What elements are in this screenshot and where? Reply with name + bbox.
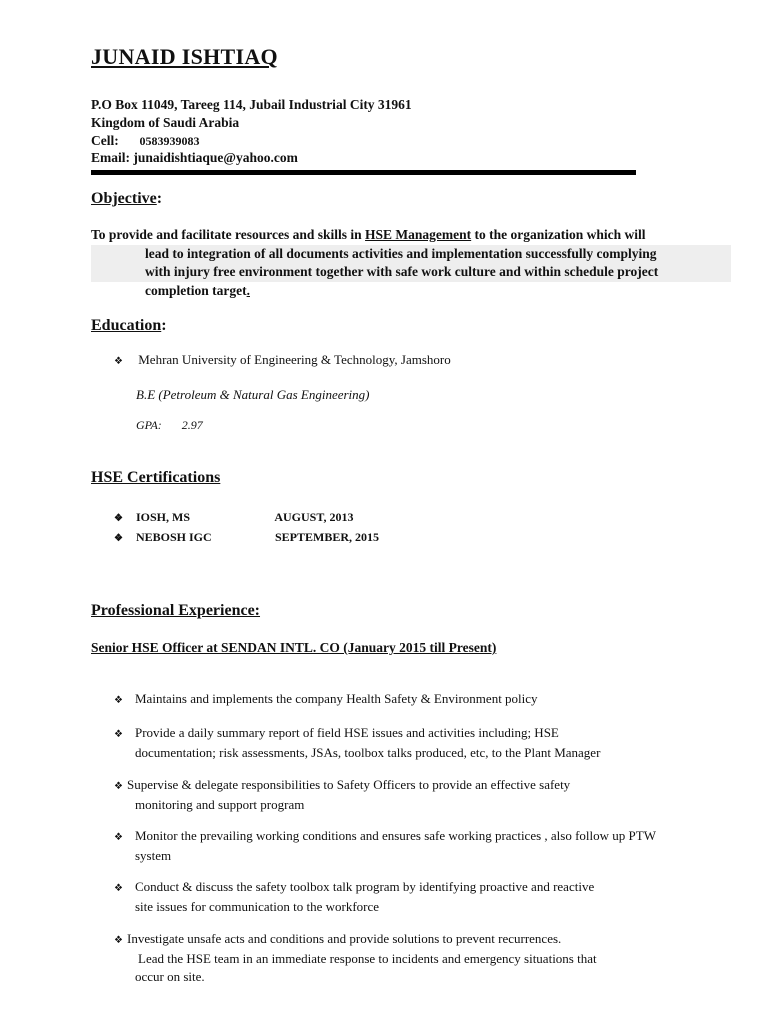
degree: B.E (Petroleum & Natural Gas Engineering) [136,387,370,402]
certifications-heading [91,469,220,487]
candidate-name: JUNAID ISHTIAQ [91,44,278,69]
email-line: Email: junaidishtiaque@yahoo.com [91,150,298,165]
diamond-bullet-icon: ❖ [114,729,123,740]
experience-heading-text: Professional Experience: [91,602,261,619]
diamond-bullet-icon: ❖ [114,883,123,894]
duty-item [114,776,570,814]
objective-line-1-pre: To provide and facilitate resources and skills in [91,227,366,242]
certification-date: AUGUST, 2013 [274,510,354,524]
diamond-bullet-icon: ❖ [114,513,123,524]
experience-heading [91,602,260,620]
objective-line-2: lead to integration of all documents activities and implementation successfully complying [91,245,731,264]
certifications-heading-text: HSE Certifications [91,469,221,486]
objective-line-4-dot: . [246,282,250,298]
cell-line [91,133,200,149]
diamond-bullet-icon: ❖ [114,935,123,946]
education-item [114,352,451,368]
address-line: P.O Box 11049, Tareeg 114, Jubail Industrial City 31961 [91,97,412,112]
cell-label: Cell: [91,133,119,148]
duty-line: Supervise & delegate responsibilities to Safety Officers to provide an effective safety [127,777,571,792]
header-divider [91,170,636,175]
certification-name: NEBOSH IGC [136,530,212,544]
duty-line: Investigate unsafe acts and conditions and provide solutions to prevent recurrences. [127,931,562,946]
education-heading-colon: : [161,317,167,334]
diamond-bullet-icon: ❖ [114,356,123,367]
gpa-line [136,418,203,433]
diamond-bullet-icon: ❖ [114,781,123,792]
certification-date: SEPTEMBER, 2015 [275,530,380,544]
duty-line: Maintains and implements the company Health Safety & Environment policy [135,691,538,706]
duty-line: Provide a daily summary report of field HSE issues and activities including; HSE [135,725,559,740]
duty-line: documentation; risk assessments, JSAs, toolbox talks produced, etc, to the Plant Manager [135,745,601,760]
country-line: Kingdom of Saudi Arabia [91,115,240,130]
duty-item [114,724,600,762]
university-name: Mehran University of Engineering & Technology, Jamshoro [138,352,451,367]
objective-line-1 [91,226,731,245]
education-heading-text: Education [91,317,162,334]
duty-line: occur on site. [135,969,205,984]
position-title: Senior HSE Officer at SENDAN INTL. CO (January 2015 till Present) [91,640,497,655]
duty-line: site issues for communication to the workforce [135,899,380,914]
duty-item [114,827,656,865]
education-heading [91,317,167,335]
objective-line-3: with injury free environment together with safe work culture and within schedule project [91,263,731,282]
objective-line-1-post: to the organization which will [471,227,646,242]
duty-line: Lead the HSE team in an immediate response to incidents and emergency situations that [138,951,597,966]
certification-name: IOSH, MS [136,510,191,524]
diamond-bullet-icon: ❖ [114,695,123,706]
gpa-label: GPA: [136,418,162,432]
duty-line: system [135,848,172,863]
objective-text [91,226,731,300]
diamond-bullet-icon: ❖ [114,533,123,544]
diamond-bullet-icon: ❖ [114,832,123,843]
certification-item [114,530,379,545]
duty-line: Monitor the prevailing working conditions and ensures safe working practices , also follow up PTW [135,828,656,843]
objective-line-4-text: completion target [145,282,247,298]
objective-highlight: HSE Management [365,227,472,242]
objective-heading-text: Objective [91,190,157,207]
certification-item [114,510,353,525]
duty-line: monitoring and support program [135,797,305,812]
objective-heading-colon: : [156,190,163,207]
duty-line: Conduct & discuss the safety toolbox talk program by identifying proactive and reactive [135,879,595,894]
objective-heading [91,190,162,208]
duty-item [114,690,538,710]
gpa-value: 2.97 [181,418,203,432]
cell-number: 0583939083 [139,134,200,148]
objective-line-4 [91,282,731,301]
duty-item [114,878,594,916]
duty-item [114,930,597,986]
